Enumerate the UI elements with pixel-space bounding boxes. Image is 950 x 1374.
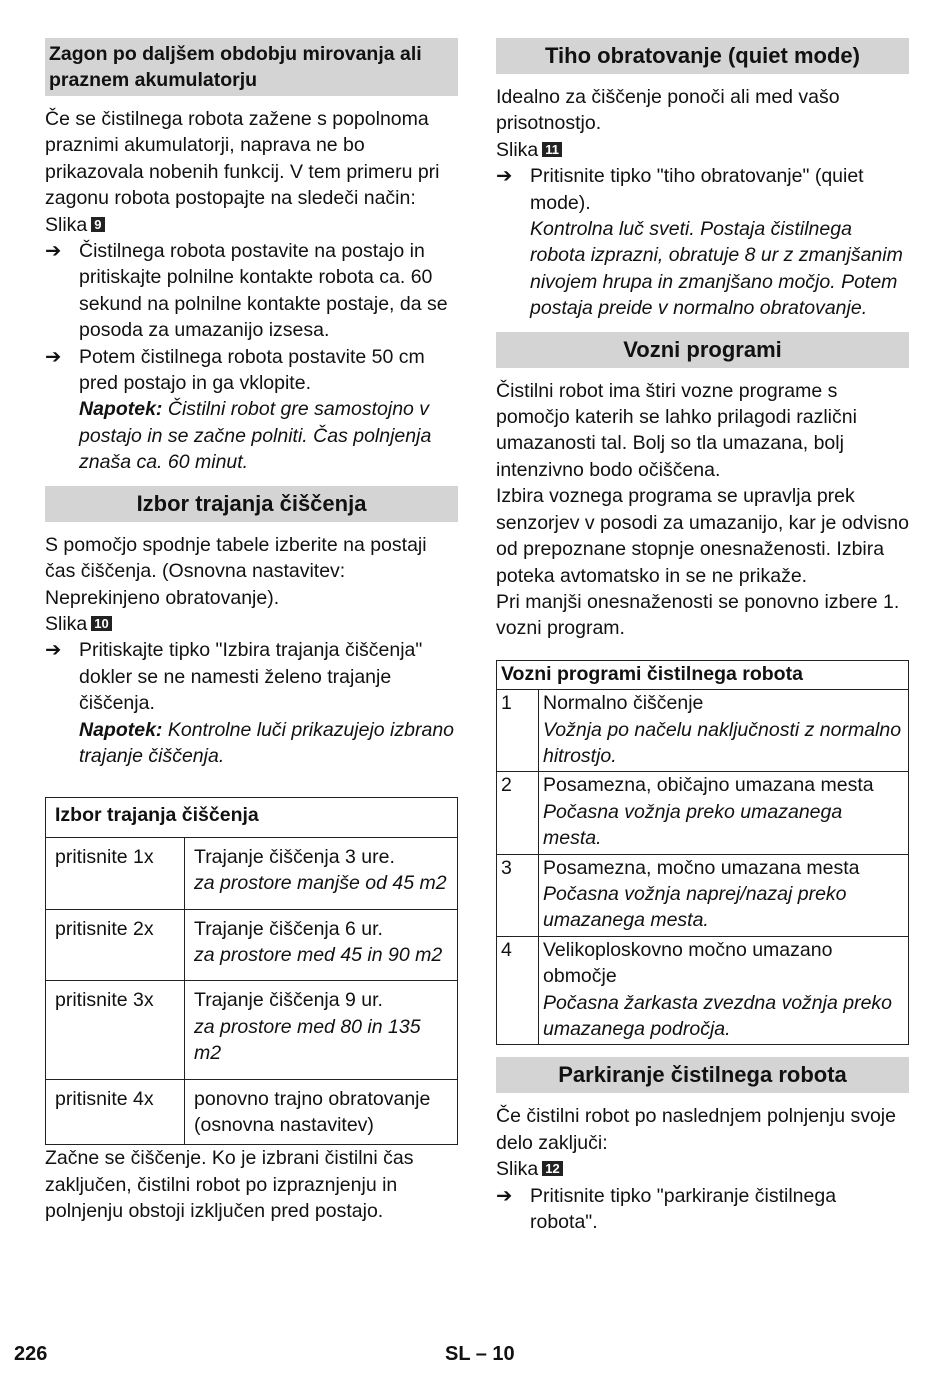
duration-sub: za prostore manjše od 45 m2 <box>194 872 447 895</box>
section-heading-quiet-mode: Tiho obratovanje (quiet mode) <box>496 38 909 74</box>
program-name: Posamezna, običajno umazana mesta <box>543 774 874 797</box>
program-number: 1 <box>497 690 539 772</box>
program-desc: Počasna vožnja preko umazanega mesta. <box>543 800 843 850</box>
duration-sub: za prostore med 45 in 90 m2 <box>194 943 443 966</box>
programs-paragraph: Izbira voznega programa se upravlja prek senzorjev v posodi za umazanijo, kar je odvisno od prepoznane stopnje onesnaženosti. Izbira poteka avtomatsko in se ne prikaže. <box>496 485 909 587</box>
arrow-icon: ➔ <box>45 345 62 368</box>
program-desc: Počasna vožnja naprej/nazaj preko umazanega mesta. <box>543 882 847 932</box>
program-number: 4 <box>497 936 539 1045</box>
section-heading-duration: Izbor trajanja čiščenja <box>45 486 458 522</box>
figure-label: Slika <box>45 213 88 236</box>
note <box>45 717 458 770</box>
figure-number-badge: 11 <box>542 142 562 157</box>
table-row <box>46 1079 458 1145</box>
result-text: Kontrolna luč sveti. Postaja čistilnega robota izprazni, obratuje 8 ur z zmanjšanim nivojem hrupa in zmanjšano močjo. Potem postaja preide v normalno obratovanje. <box>530 218 903 320</box>
program-number: 3 <box>497 854 539 936</box>
instruction-step <box>45 637 458 716</box>
program-name: Velikoploskovno močno umazano območje <box>543 938 833 988</box>
note-text: Kontrolne luči prikazujejo izbrano trajanje čiščenja. <box>79 718 455 767</box>
program-cell <box>539 690 909 772</box>
note-label: Napotek: <box>79 718 163 741</box>
program-number: 2 <box>497 772 539 854</box>
closing-paragraph: Začne se čiščenje. Ko je izbrani čistilni čas zaključen, čistilni robot po izpraznjenju in polnjenju obstoji izključen pred postajo. <box>45 1147 414 1223</box>
startup-paragraph: Če se čistilnega robota zažene s popolnoma praznimi akumulatorji, naprava ne bo prikazovala nobenih funkcij. V tem primeru pri zagonu robota postopajte na sledeči način: <box>45 108 440 210</box>
program-cell <box>539 854 909 936</box>
arrow-icon: ➔ <box>496 1184 513 1207</box>
program-name: Normalno čiščenje <box>543 692 704 715</box>
duration-paragraph: S pomočjo spodnje tabele izberite na postaji čas čiščenja. (Osnovna nastavitev: Neprekinjeno obratovanje). <box>45 533 427 609</box>
press-cell: pritisnite 1x <box>46 837 185 909</box>
table-title: Vozni programi čistilnega robota <box>497 660 909 689</box>
instruction-step <box>496 1183 909 1236</box>
step-text: Potem čistilnega robota postavite 50 cm pred postajo in ga vklopite. <box>79 345 425 395</box>
program-desc: Vožnja po načelu naključnosti z normalno hitrostjo. <box>543 718 902 767</box>
duration-cell <box>185 1079 458 1145</box>
arrow-icon: ➔ <box>45 639 62 662</box>
section-heading-startup: Zagon po daljšem obdobju mirovanja ali praznem akumulatorju <box>45 38 458 96</box>
table-row <box>46 981 458 1079</box>
note-text: Čistilni robot gre samostojno v postajo in se začne polniti. Čas polnjenja znaša ca. 60 minut. <box>79 398 432 474</box>
program-desc: Počasna žarkasta zvezdna vožnja preko umazanega področja. <box>543 991 893 1040</box>
section-heading-parking: Parkiranje čistilnega robota <box>496 1057 909 1093</box>
note-label: Napotek: <box>79 398 163 421</box>
table-row <box>497 936 909 1045</box>
figure-label: Slika <box>496 138 539 161</box>
note <box>45 396 458 475</box>
duration-main: Trajanje čiščenja 6 ur. <box>194 917 383 940</box>
figure-ref <box>496 1156 909 1182</box>
programs-paragraph: Pri manjši onesnaženosti se ponovno izbere 1. vozni program. <box>496 590 900 640</box>
instruction-step <box>496 163 909 216</box>
arrow-icon: ➔ <box>496 165 513 188</box>
step-text: Pritisnite tipko "parkiranje čistilnega robota". <box>530 1184 837 1234</box>
duration-cell <box>185 909 458 981</box>
programs-table <box>496 660 909 1046</box>
step-text: Čistilnega robota postavite na postajo in pritiskajte polnilne kontakte robota ca. 60 sekund na polnilne kontakte postaje, da se posoda za umazanijo izsesa. <box>79 240 448 342</box>
quiet-mode-paragraph: Idealno za čiščenje ponoči ali med vašo prisotnostjo. <box>496 86 840 135</box>
step-text: Pritiskajte tipko "Izbira trajanja čiščenja" dokler se ne namesti želeno trajanje čiščenja. <box>79 639 423 715</box>
figure-ref <box>45 212 458 238</box>
instruction-step <box>45 238 458 344</box>
figure-label: Slika <box>45 612 88 635</box>
program-cell <box>539 936 909 1045</box>
instruction-step <box>45 344 458 397</box>
duration-cell <box>185 981 458 1079</box>
section-heading-driving-programs: Vozni programi <box>496 332 909 368</box>
program-cell <box>539 772 909 854</box>
duration-sub: za prostore med 80 in 135 m2 <box>194 1015 421 1065</box>
table-row <box>46 909 458 981</box>
table-row <box>497 854 909 936</box>
right-column <box>496 38 909 1235</box>
duration-main: Trajanje čiščenja 9 ur. <box>194 989 383 1012</box>
program-name: Posamezna, močno umazana mesta <box>543 856 860 879</box>
step-text: Pritisnite tipko "tiho obratovanje" (quiet mode). <box>530 165 864 214</box>
duration-cell <box>185 837 458 909</box>
figure-number-badge: 9 <box>91 217 104 232</box>
figure-number-badge: 10 <box>91 616 111 631</box>
duration-table <box>45 797 458 1145</box>
programs-paragraph: Čistilni robot ima štiri vozne programe s pomočjo katerih se lahko prilagodi različni umazanosti tal. Bolj so tla umazana, bolj intenzivno bodo očiščena. <box>496 379 857 481</box>
figure-ref <box>496 137 909 163</box>
table-row <box>497 690 909 772</box>
left-column <box>45 38 458 1225</box>
parking-paragraph: Če čistilni robot po naslednjem polnjenju svoje delo zaključi: <box>496 1105 896 1154</box>
press-cell: pritisnite 2x <box>46 909 185 981</box>
table-row <box>497 772 909 854</box>
page-number: 226 <box>14 1343 48 1365</box>
figure-number-badge: 12 <box>542 1161 562 1176</box>
figure-label: Slika <box>496 1158 539 1181</box>
arrow-icon: ➔ <box>45 240 62 263</box>
press-cell: pritisnite 3x <box>46 981 185 1079</box>
duration-main: ponovno trajno obratovanje (osnovna nastavitev) <box>194 1087 431 1136</box>
figure-ref <box>45 611 458 637</box>
press-cell: pritisnite 4x <box>46 1079 185 1145</box>
language-page-label: SL – 10 <box>445 1343 515 1365</box>
duration-main: Trajanje čiščenja 3 ure. <box>194 845 395 868</box>
table-row <box>46 837 458 909</box>
table-title: Izbor trajanja čiščenja <box>46 798 458 837</box>
